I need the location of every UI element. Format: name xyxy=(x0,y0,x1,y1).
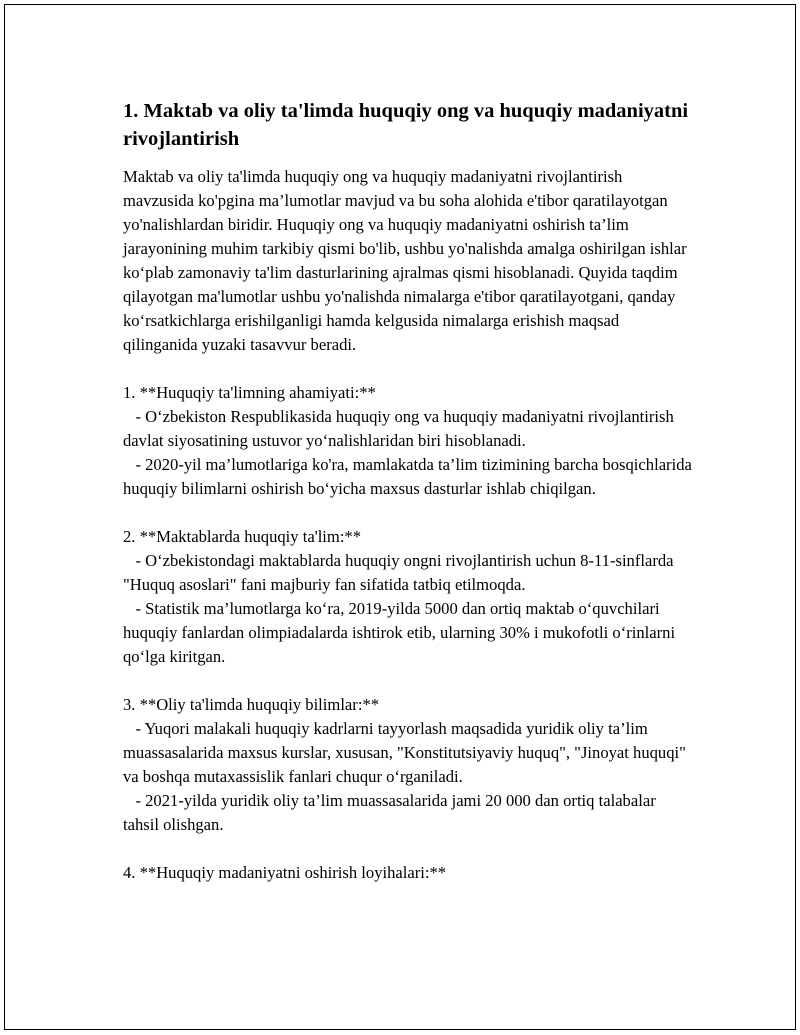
section-item: - 2020-yil ma’lumotlariga ko'ra, mamlakatda ta’lim tizimining barcha bosqichlarida huquqiy bilimlarni oshirish bo‘yicha maxsus dasturlar ishlab chiqilgan. xyxy=(123,455,697,498)
document-body xyxy=(123,97,697,909)
section-legal-culture-projects xyxy=(123,861,693,885)
section-school-legal-education xyxy=(123,525,693,669)
intro-paragraph: Maktab va oliy ta'limda huquqiy ong va huquqiy madaniyatni rivojlantirish mavzusida ko'pgina ma’lumotlar mavjud va bu soha alohida e'tibor qaratilayotgan yo'nalishlardan biridir. Huquqiy ong va huquqiy madaniyatni oshirish ta’lim jarayonining muhim tarkibiy qismi bo'lib, ushbu yo'nalishda amalga oshirilgan ishlar ko‘plab zamonaviy ta'lim dasturlarining ajralmas qismi hisoblanadi. Quyida taqdim qilayotgan ma'lumotlar ushbu yo'nalishda nimalarga e'tibor qaratilayotgani, qanday ko‘rsatkichlarga erishilganligi hamda kelgusida nimalarga erishish maqsad qilinganida yuzaki tasavvur beradi. xyxy=(123,167,687,354)
section-item: - O‘zbekiston Respublikasida huquqiy ong va huquqiy madaniyatni rivojlantirish davlat siyosatining ustuvor yo‘nalishlaridan biri hisoblanadi. xyxy=(123,407,678,450)
page xyxy=(4,4,796,1030)
document-title: 1. Maktab va oliy ta'limda huquqiy ong va huquqiy madaniyatni rivojlantirish xyxy=(123,100,689,150)
section-legal-education-importance xyxy=(123,381,697,501)
section-item: - Statistik ma’lumotlarga ko‘ra, 2019-yilda 5000 dan ortiq maktab o‘quvchilari huquqiy fanlardan olimpiadalarda ishtirok etib, ularning 30% i mukofotli o‘rinlarni qo‘lga kiritgan. xyxy=(123,599,680,666)
section-item: - 2021-yilda yuridik oliy ta’lim muassasalarida jami 20 000 dan ortiq talabalar tahsil olishgan. xyxy=(123,791,660,834)
section-item: - Yuqori malakali huquqiy kadrlarni tayyorlash maqsadida yuridik oliy ta’lim muassasalarida maxsus kurslar, xususan, "Konstitutsiyaviy huquq", "Jinoyat huquqi" va boshqa mutaxassislik fanlari chuqur o‘rganiladi. xyxy=(123,719,691,786)
section-heading: 3. **Oliy ta'limda huquqiy bilimlar:** xyxy=(123,695,380,714)
section-heading: 1. **Huquqiy ta'limning ahamiyati:** xyxy=(123,383,376,402)
section-heading: 4. **Huquqiy madaniyatni oshirish loyihalari:** xyxy=(123,863,447,882)
section-item: - O‘zbekistondagi maktablarda huquqiy ongni rivojlantirish uchun 8-11-sinflarda "Huquq asoslari" fani majburiy fan sifatida tatbiq etilmoqda. xyxy=(123,551,678,594)
section-heading: 2. **Maktablarda huquqiy ta'lim:** xyxy=(123,527,362,546)
section-higher-education-legal-knowledge xyxy=(123,693,693,837)
